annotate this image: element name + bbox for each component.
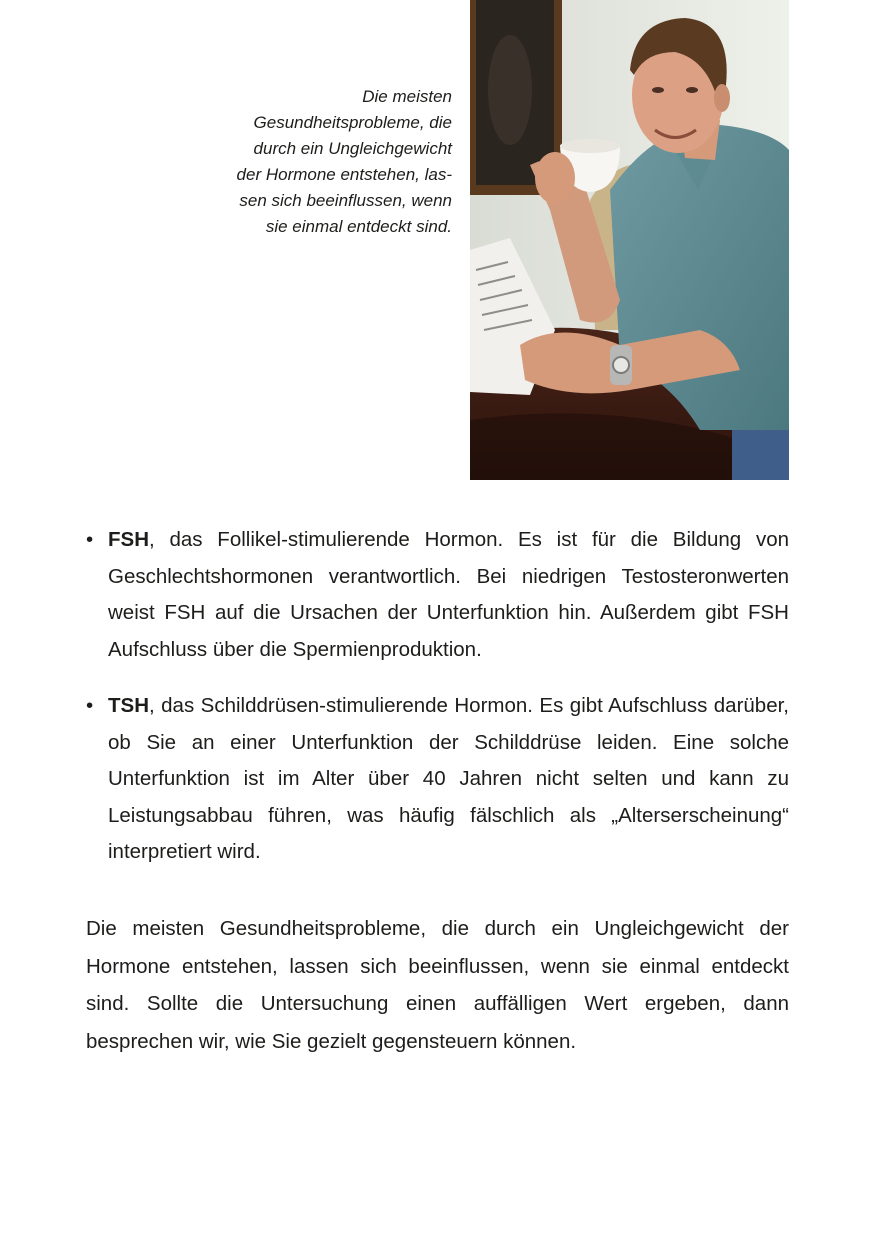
caption-line: Die meisten — [362, 87, 452, 106]
caption-line: sie einmal entdeckt sind. — [265, 217, 452, 236]
list-item — [86, 522, 789, 668]
bullet-icon: • — [86, 694, 94, 717]
list-item — [86, 688, 789, 871]
bullet-icon: • — [86, 528, 94, 551]
bullet-text: , das Schilddrüsen-stimulierende Hormon. Es gibt Aufschluss darüber, ob Sie an einer Unterfunktion der Schilddrüse leiden. Eine solche Unterfunktion ist im Alter über 40 Jahren nicht selten und kann zu Leistungsabbau führen, was häufig fälschlich als „Alterserscheinung“ interpretiert wird. — [108, 694, 789, 863]
hormone-bullet-list — [86, 522, 789, 891]
bullet-text: , das Follikel-stimulierende Hormon. Es ist für die Bildung von Geschlechtshormonen verantwortlich. Bei niedrigen Testosteronwerten weist FSH auf die Ursachen der Unterfunktion hin. Außerdem gibt FSH Aufschluss über die Spermienproduktion. — [108, 528, 789, 661]
body-paragraph: Die meisten Gesundheitsprobleme, die durch ein Ungleichgewicht der Hormone entstehen, lassen sich beeinflussen, wenn sie einmal entdeckt sind. Sollte die Untersuchung einen auffälligen Wert ergeben, dann besprechen wir, wie Sie gezielt gegensteuern können. — [86, 917, 789, 1053]
caption-line: sen sich beeinflussen, wenn — [239, 191, 452, 210]
caption-line: durch ein Ungleichgewicht — [253, 139, 452, 158]
man-with-coffee-photo — [470, 0, 789, 480]
bullet-term: TSH — [108, 694, 149, 717]
bullet-term: FSH — [108, 528, 149, 551]
pull-quote-caption — [200, 84, 452, 240]
caption-line: der Hormone entstehen, las- — [236, 165, 452, 184]
caption-line: Gesundheitsprobleme, die — [253, 113, 452, 132]
